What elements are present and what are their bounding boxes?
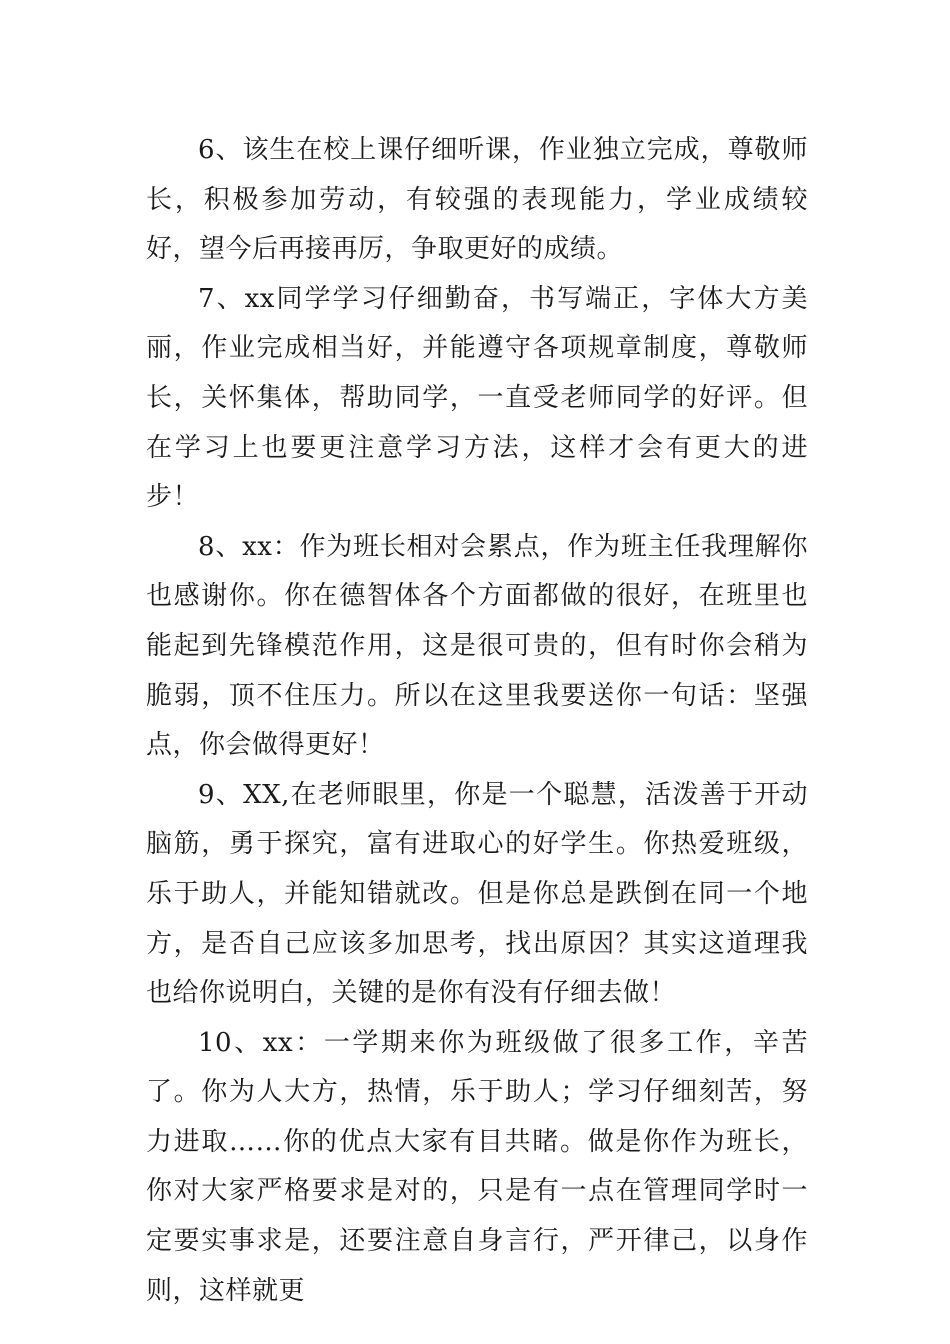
paragraph-6: 6、该生在校上课仔细听课，作业独立完成，尊敬师长，积极参加劳动，有较强的表现能力，学业成绩较好，望今后再接再厉，争取更好的成绩。 [146,135,808,265]
document-body [146,126,808,1316]
paragraph-7: 7、xx同学学习仔细勤奋，书写端正，字体大方美丽，作业完成相当好，并能遵守各项规章制度，尊敬师长，关怀集体，帮助同学，一直受老师同学的好评。但在学习上也要更注意学习方法，这样才会有更大的进步！ [146,283,808,513]
paragraph-8: 8、xx：作为班长相对会累点，作为班主任我理解你也感谢你。你在德智体各个方面都做的很好，在班里也能起到先锋模范作用，这是很可贵的，但有时你会稍为脆弱，顶不住压力。所以在这里我要送你一句话：坚强点，你会做得更好！ [146,531,808,761]
paragraph-10: 10、xx：一学期来你为班级做了很多工作，辛苦了。你为人大方，热情，乐于助人；学习仔细刻苦，努力进取……你的优点大家有目共睹。做是你作为班长，你对大家严格要求是对的，只是有一点在管理同学时一定要实事求是，还要注意自身言行，严开律己，以身作则，这样就更 [146,1027,808,1306]
paragraph-9: 9、XX,在老师眼里，你是一个聪慧，活泼善于开动脑筋，勇于探究，富有进取心的好学生。你热爱班级，乐于助人，并能知错就改。但是你总是跌倒在同一个地方，是否自己应该多加思考，找出原因？其实这道理我也给你说明白，关键的是你有没有仔细去做！ [146,779,808,1009]
